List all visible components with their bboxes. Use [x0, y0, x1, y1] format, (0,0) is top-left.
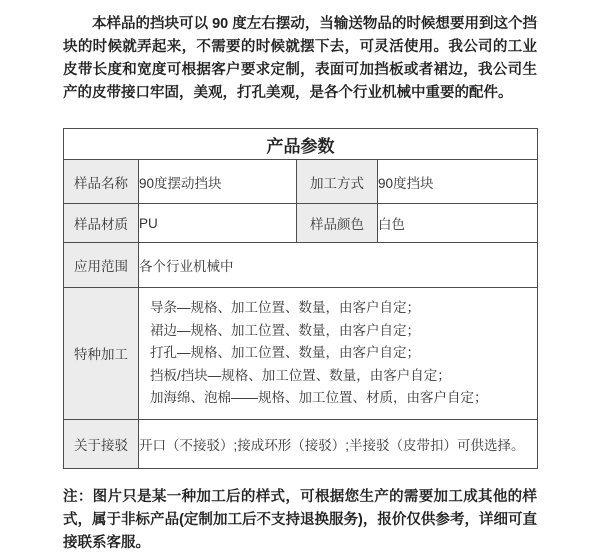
- sample-color-value: 白色: [378, 204, 538, 243]
- application-scope-value: 各个行业机械中: [139, 243, 538, 288]
- sample-material-value: PU: [139, 204, 297, 243]
- table-row: [64, 419, 538, 468]
- footnote-paragraph: 注：图片只是某一种加工后的样式，可根据您生产的需要加工成其他的样式，属于非标产品(定制加工后不支持退换服务)，报价仅供参考，详细可直接联系客服。: [63, 488, 537, 551]
- splicing-value: 开口（不接驳）;接成环形（接驳）;半接驳（皮带扣）可供选择。: [139, 419, 538, 468]
- table-title-row: [64, 129, 538, 160]
- table-title: 产品参数: [64, 129, 538, 160]
- intro-paragraph: 本样品的挡块可以 90 度左右摆动，当输送物品的时候想要用到这个挡块的时候就弄起来，不需要的时候就摆下去，可灵活使用。我公司的工业皮带长度和宽度可根据客户要求定制，表面可加挡板或者裙边，我公司生产的皮带接口牢固，美观，打孔美观，是各个行业机械中重要的配件。: [63, 16, 537, 101]
- application-scope-label: 应用范围: [64, 243, 139, 288]
- special-processing-line: 导条—规格、加工位置、数量，由客户自定；: [150, 300, 420, 315]
- table-row: [64, 160, 538, 204]
- sample-color-label: 样品颜色: [297, 204, 378, 243]
- special-processing-line: 打孔—规格、加工位置、数量，由客户自定；: [150, 345, 420, 360]
- table-row: [64, 288, 538, 420]
- table-row: [64, 204, 538, 243]
- special-processing-line: 裙边—规格、加工位置、数量，由客户自定；: [150, 322, 420, 338]
- special-processing-line: 加海绵、泡棉——规格、加工位置、材质，由客户自定；: [150, 390, 488, 405]
- product-description-page: [63, 0, 537, 554]
- processing-method-value: 90度挡块: [378, 160, 538, 204]
- sample-name-value: 90度摆动挡块: [139, 160, 297, 204]
- processing-method-label: 加工方式: [297, 160, 378, 204]
- product-parameters-table: [63, 128, 538, 469]
- table-row: [64, 243, 538, 288]
- sample-name-label: 样品名称: [64, 160, 139, 204]
- special-processing-line: 挡板/挡块—规格、加工位置、数量，由客户自定；: [150, 367, 451, 383]
- sample-material-label: 样品材质: [64, 204, 139, 243]
- special-processing-label: 特种加工: [64, 288, 139, 420]
- special-processing-value: [139, 288, 538, 420]
- splicing-label: 关于接驳: [64, 419, 139, 468]
